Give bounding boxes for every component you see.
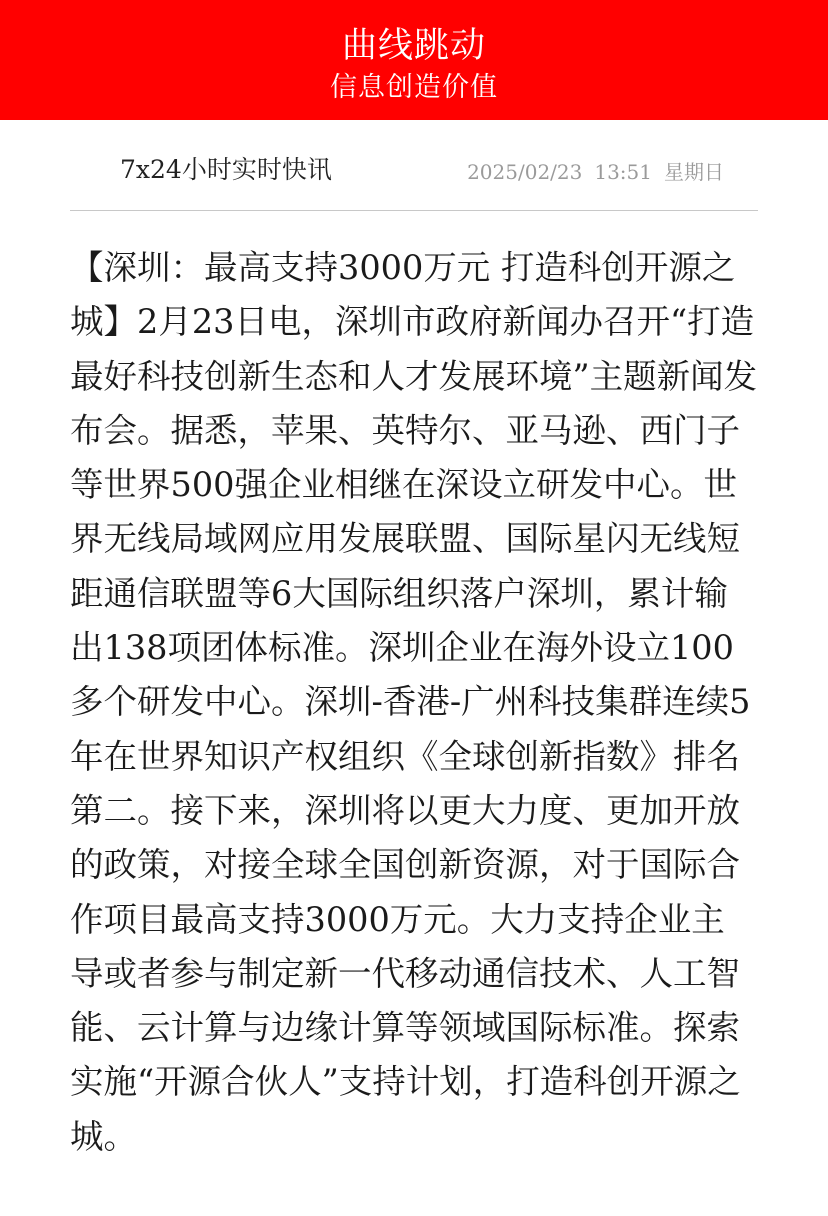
news-date: 2025/02/23 <box>467 160 583 184</box>
news-time: 13:51 <box>594 160 652 184</box>
app-header <box>0 0 828 120</box>
brand-slogan: 信息创造价值 <box>330 72 498 103</box>
news-timestamp <box>467 152 724 192</box>
header-divider <box>70 210 758 211</box>
news-channel-label: 7x24小时实时快讯 <box>120 155 332 184</box>
news-weekday: 星期日 <box>664 160 724 184</box>
news-article-body: 【深圳：最高支持3000万元 打造科创开源之城】2月23日电，深圳市政府新闻办召开“打造最好科技创新生态和人才发展环境”主题新闻发布会。据悉，苹果、英特尔、亚马逊、西门子等世界500强企业相继在深设立研发中心。世界无线局域网应用发展联盟、国际星闪无线短距通信联盟等6大国际组织落户深圳，累计输出138项团体标准。深圳企业在海外设立100多个研发中心。深圳-香港-广州科技集群连续5年在世界知识产权组织《全球创新指数》排名第二。接下来，深圳将以更大力度、更加开放的政策，对接全球全国创新资源，对于国际合作项目最高支持3000万元。大力支持企业主导或者参与制定新一代移动通信技术、人工智能、云计算与边缘计算等领域国际标准。探索实施“开源合伙人”支持计划，打造科创开源之城。 <box>70 248 758 1156</box>
brand-title: 曲线跳动 <box>341 26 486 66</box>
news-meta-row <box>70 150 758 194</box>
